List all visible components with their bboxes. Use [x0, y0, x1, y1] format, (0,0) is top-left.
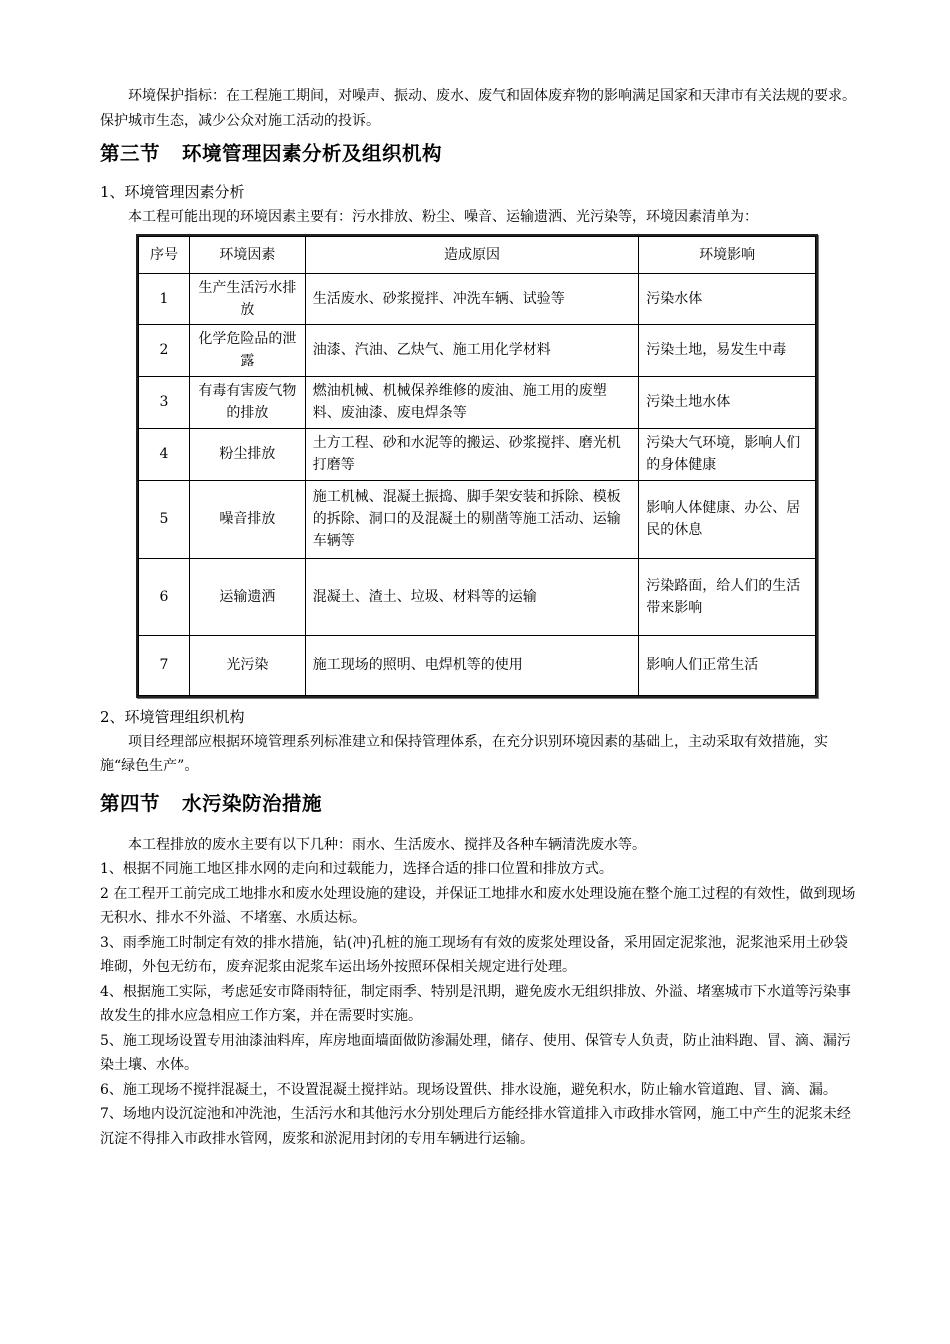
wastewater-intro-paragraph: 本工程排放的废水主要有以下几种：雨水、生活废水、搅拌及各种车辆清洗废水等。	[128, 836, 646, 853]
cell-index: 7	[139, 635, 190, 695]
env-factors-table	[138, 236, 816, 696]
table-row	[139, 376, 816, 428]
cell-factor: 生产生活污水排放	[189, 273, 305, 324]
measure-item: 2 在工程开工前完成工地排水和废水处理设施的建设，并保证工地排水和废水处理设施在整个施工过程的有效性，做到现场无积水、排水不外溢、不堵塞、水质达标。	[100, 885, 856, 926]
cell-impact: 污染土地，易发生中毒	[639, 324, 816, 376]
env-protection-indicator-paragraph: 环境保护指标：在工程施工期间，对噪声、振动、废水、废气和固体废弃物的影响满足国家和天津市有关法规的要求。保护城市生态，减少公众对施工活动的投诉。	[100, 88, 856, 129]
cell-index: 3	[139, 376, 190, 428]
cell-cause: 燃油机械、机械保养维修的废油、施工用的废塑料、废油漆、废电焊条等	[305, 376, 638, 428]
cell-cause: 油漆、汽油、乙炔气、施工用化学材料	[305, 324, 638, 376]
measure-item: 4、根据施工实际，考虑延安市降雨特征，制定雨季、特别是汛期，避免废水无组织排放、外溢、堵塞城市下水道等污染事故发生的排水应急相应工作方案，并在需要时实施。	[100, 983, 851, 1024]
section-3-title: 环境管理因素分析及组织机构	[182, 142, 443, 165]
org-structure-paragraph: 项目经理部应根据环境管理系列标准建立和保持管理体系，在充分识别环境因素的基础上，主动采取有效措施，实施“绿色生产”。	[100, 733, 828, 774]
cell-impact: 污染土地水体	[639, 376, 816, 428]
section-4-title: 水污染防治措施	[182, 791, 323, 815]
table-row	[139, 635, 816, 695]
measure-item: 7、场地内设沉淀池和冲洗池，生活污水和其他污水分别处理后方能经排水管道排入市政排水管网，施工中产生的泥浆未经沉淀不得排入市政排水管网，废浆和淤泥用封闭的专用车辆进行运输。	[100, 1106, 851, 1147]
cell-factor: 有毒有害废气物的排放	[189, 376, 305, 428]
cell-impact: 污染路面，给人们的生活带来影响	[639, 558, 816, 635]
table-row	[139, 558, 816, 635]
cell-index: 1	[139, 273, 190, 324]
cell-impact: 影响人体健康、办公、居民的休息	[639, 480, 816, 558]
header-cell-impact: 环境影响	[639, 236, 816, 273]
header-cell-index: 序号	[139, 236, 190, 273]
header-cell-cause: 造成原因	[305, 236, 638, 273]
table-row	[139, 324, 816, 376]
env-factors-intro-paragraph: 本工程可能出现的环境因素主要有：污水排放、粉尘、噪音、运输遗洒、光污染等，环境因素清单为：	[128, 209, 758, 225]
cell-impact: 影响人们正常生活	[639, 635, 816, 695]
section-3-heading	[100, 139, 860, 169]
cell-factor: 噪音排放	[189, 480, 305, 558]
cell-index: 4	[139, 428, 190, 480]
section-4-heading	[100, 789, 860, 819]
cell-factor: 粉尘排放	[189, 428, 305, 480]
document-page	[100, 84, 860, 1151]
section-3-number: 第三节	[100, 142, 161, 165]
env-factors-table-frame	[136, 234, 818, 698]
cell-cause: 混凝土、渣土、垃圾、材料等的运输	[305, 558, 638, 635]
cell-cause: 施工现场的照明、电焊机等的使用	[305, 635, 638, 695]
cell-index: 5	[139, 480, 190, 558]
table-header-row	[139, 236, 816, 273]
cell-factor: 运输遗洒	[189, 558, 305, 635]
table-row	[139, 428, 816, 480]
cell-cause: 土方工程、砂和水泥等的搬运、砂浆搅拌、磨光机打磨等	[305, 428, 638, 480]
cell-index: 2	[139, 324, 190, 376]
table-row	[139, 480, 816, 558]
cell-impact: 污染大气环境，影响人们的身体健康	[639, 428, 816, 480]
measure-item: 6、施工现场不搅拌混凝土，不设置混凝土搅拌站。现场设置供、排水设施，避免积水，防止输水管道跑、冒、滴、漏。	[100, 1081, 837, 1098]
measure-item: 5、施工现场设置专用油漆油料库，库房地面墙面做防渗漏处理，储存、使用、保管专人负责，防止油料跑、冒、滴、漏污染土壤、水体。	[100, 1032, 851, 1073]
measure-item: 3、雨季施工时制定有效的排水措施，钻(冲)孔桩的施工现场有有效的废浆处理设备，采用固定泥浆池，泥浆池采用土砂袋堆砌，外包无纺布，废弃泥浆由泥浆车运出场外按照环保相关规定进行处理。	[100, 934, 848, 975]
cell-factor: 光污染	[189, 635, 305, 695]
cell-cause: 施工机械、混凝土振捣、脚手架安装和拆除、模板的拆除、洞口的及混凝土的剔凿等施工活动、运输车辆等	[305, 480, 638, 558]
section-4-number: 第四节	[100, 791, 161, 815]
cell-cause: 生活废水、砂浆搅拌、冲洗车辆、试验等	[305, 273, 638, 324]
table-row	[139, 273, 816, 324]
subsection-1-heading: 1、环境管理因素分析	[100, 183, 245, 201]
cell-index: 6	[139, 558, 190, 635]
cell-impact: 污染水体	[639, 273, 816, 324]
cell-factor: 化学危险品的泄露	[189, 324, 305, 376]
measure-item: 1、根据不同施工地区排水网的走向和过载能力，选择合适的排口位置和排放方式。	[100, 861, 613, 877]
subsection-2-heading: 2、环境管理组织机构	[100, 707, 245, 726]
header-cell-factor: 环境因素	[189, 236, 305, 273]
